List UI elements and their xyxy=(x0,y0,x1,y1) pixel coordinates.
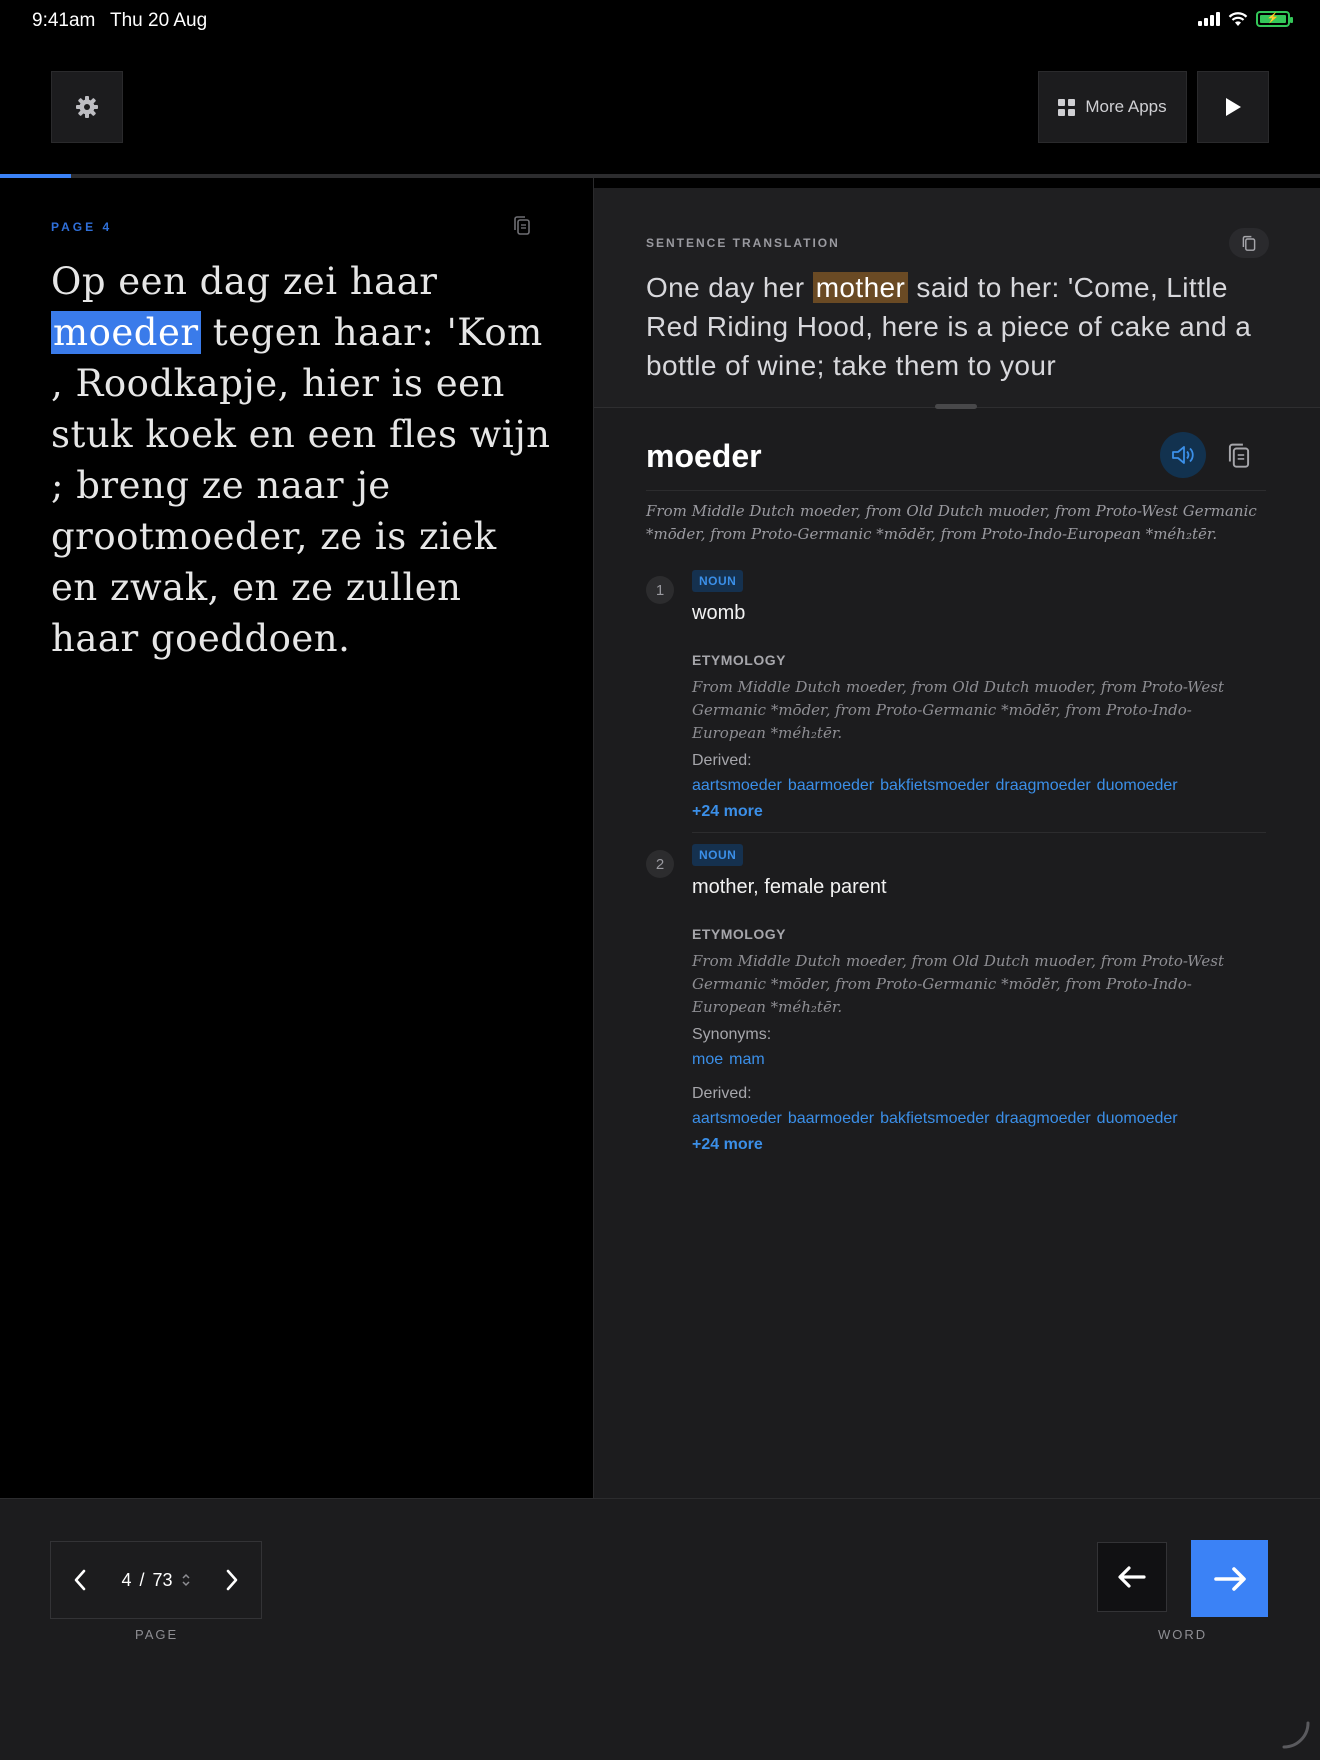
translation-text xyxy=(646,268,1256,383)
page-label-bottom: PAGE xyxy=(135,1627,179,1642)
play-icon xyxy=(1223,96,1243,118)
translation-after: said to her: 'Come, Little Red Riding Hood, here is a piece of cake and a bottle of wine; take them to your xyxy=(646,272,1252,381)
more-apps-button[interactable] xyxy=(1038,71,1187,143)
part-of-speech-badge: NOUN xyxy=(692,844,743,866)
battery-charging-icon: ⚡ xyxy=(1256,11,1290,27)
derived-links xyxy=(692,777,1262,795)
dictionary-pane xyxy=(594,188,1320,1498)
bottom-bar xyxy=(0,1498,1320,1760)
entry-etymology: From Middle Dutch moeder, from Old Dutch muoder, from Proto-West Germanic *mōder, from Proto-Germanic *mōdē̆r, from Proto-Indo-European *méh₂tēr. xyxy=(646,502,1257,543)
derived-link[interactable]: bakfietsmoeder xyxy=(880,1110,990,1127)
current-page: 4 xyxy=(121,1569,132,1590)
page-separator: / xyxy=(139,1569,145,1590)
derived-label: Derived: xyxy=(692,752,752,769)
source-text-before[interactable]: Op een dag zei haar xyxy=(51,260,438,303)
translation-panel xyxy=(594,188,1320,408)
source-sentence[interactable] xyxy=(51,256,551,664)
sense-gloss: womb xyxy=(692,602,746,624)
sense-number: 1 xyxy=(646,576,674,604)
chevron-right-icon[interactable] xyxy=(225,1569,239,1591)
previous-word-button[interactable] xyxy=(1097,1542,1167,1612)
settings-button[interactable] xyxy=(51,71,123,143)
synonym-links xyxy=(692,1051,1262,1069)
page-selector[interactable] xyxy=(121,1570,190,1591)
derived-link[interactable]: bakfietsmoeder xyxy=(880,777,990,794)
more-derived-link[interactable]: +24 more xyxy=(692,1136,763,1153)
word-label: WORD xyxy=(1158,1627,1208,1642)
home-indicator-corner xyxy=(1282,1721,1312,1751)
arrow-right-icon xyxy=(1213,1566,1247,1592)
more-apps-label: More Apps xyxy=(1085,97,1167,116)
apps-grid-icon xyxy=(1058,99,1075,116)
sense-1 xyxy=(646,570,1266,840)
derived-link[interactable]: aartsmoeder xyxy=(692,1110,782,1127)
gear-icon xyxy=(75,95,99,119)
status-date: Thu 20 Aug xyxy=(110,10,208,31)
status-time: 9:41am xyxy=(32,10,96,31)
sense-number: 2 xyxy=(646,850,674,878)
derived-link[interactable]: baarmoeder xyxy=(787,1110,875,1127)
page-navigator xyxy=(50,1541,262,1619)
page-label: PAGE 4 xyxy=(51,220,113,234)
derived-links xyxy=(692,1110,1262,1128)
sense-2 xyxy=(646,844,1266,1164)
cellular-signal-icon xyxy=(1198,12,1220,26)
translation-before: One day her xyxy=(646,272,813,303)
part-of-speech-badge: NOUN xyxy=(692,570,743,592)
etymology-label: ETYMOLOGY xyxy=(692,652,786,668)
selected-word[interactable]: moeder xyxy=(53,311,199,354)
status-bar xyxy=(0,0,1320,44)
copy-icon[interactable] xyxy=(512,214,532,236)
derived-link[interactable]: duomoeder xyxy=(1096,1110,1178,1127)
next-word-button[interactable] xyxy=(1191,1540,1268,1617)
copy-icon xyxy=(1241,234,1257,252)
chevron-up-down-icon xyxy=(181,1572,191,1588)
sense-etymology: From Middle Dutch moeder, from Old Dutch muoder, from Proto-West Germanic *mōder, from Proto-Germanic *mōdē̆r, from Proto-Indo-European *méh₂tēr. xyxy=(692,952,1224,1016)
chevron-left-icon[interactable] xyxy=(73,1569,87,1591)
derived-link[interactable]: baarmoeder xyxy=(787,777,875,794)
resize-handle[interactable] xyxy=(935,404,977,409)
translation-label: SENTENCE TRANSLATION xyxy=(646,236,840,250)
copy-icon[interactable] xyxy=(1226,440,1252,470)
derived-label: Derived: xyxy=(692,1085,752,1102)
divider xyxy=(646,490,1266,491)
source-text-after[interactable]: tegen haar: 'Kom , Roodkapje, hier is een stuk koek en een fles wijn ; breng ze naar je grootmoeder, ze is ziek en zwak, en ze zullen haar goeddoen. xyxy=(51,311,551,660)
synonym-link[interactable]: mam xyxy=(729,1051,765,1068)
derived-link[interactable]: duomoeder xyxy=(1096,777,1178,794)
arrow-left-icon xyxy=(1117,1565,1147,1589)
etymology-label: ETYMOLOGY xyxy=(692,926,786,942)
synonym-link[interactable]: moe xyxy=(692,1051,724,1068)
derived-link[interactable]: aartsmoeder xyxy=(692,777,782,794)
synonyms-label: Synonyms: xyxy=(692,1026,772,1043)
translation-copy-button[interactable] xyxy=(1229,228,1269,258)
divider xyxy=(692,832,1266,833)
total-pages: 73 xyxy=(152,1569,173,1590)
derived-link[interactable]: draagmoeder xyxy=(995,1110,1091,1127)
translation-highlight: mother xyxy=(813,272,909,303)
derived-link[interactable]: draagmoeder xyxy=(995,777,1091,794)
speaker-icon xyxy=(1170,444,1196,466)
sense-etymology: From Middle Dutch moeder, from Old Dutch muoder, from Proto-West Germanic *mōder, from Proto-Germanic *mōdē̆r, from Proto-Indo-European *méh₂tēr. xyxy=(692,678,1224,742)
source-pane xyxy=(0,178,593,1498)
sense-gloss: mother, female parent xyxy=(692,876,887,898)
play-button[interactable] xyxy=(1197,71,1269,143)
pronounce-button[interactable] xyxy=(1160,432,1206,478)
more-derived-link[interactable]: +24 more xyxy=(692,803,763,820)
wifi-icon xyxy=(1228,12,1248,27)
status-icons xyxy=(1198,11,1290,27)
headword: moeder xyxy=(646,438,762,474)
